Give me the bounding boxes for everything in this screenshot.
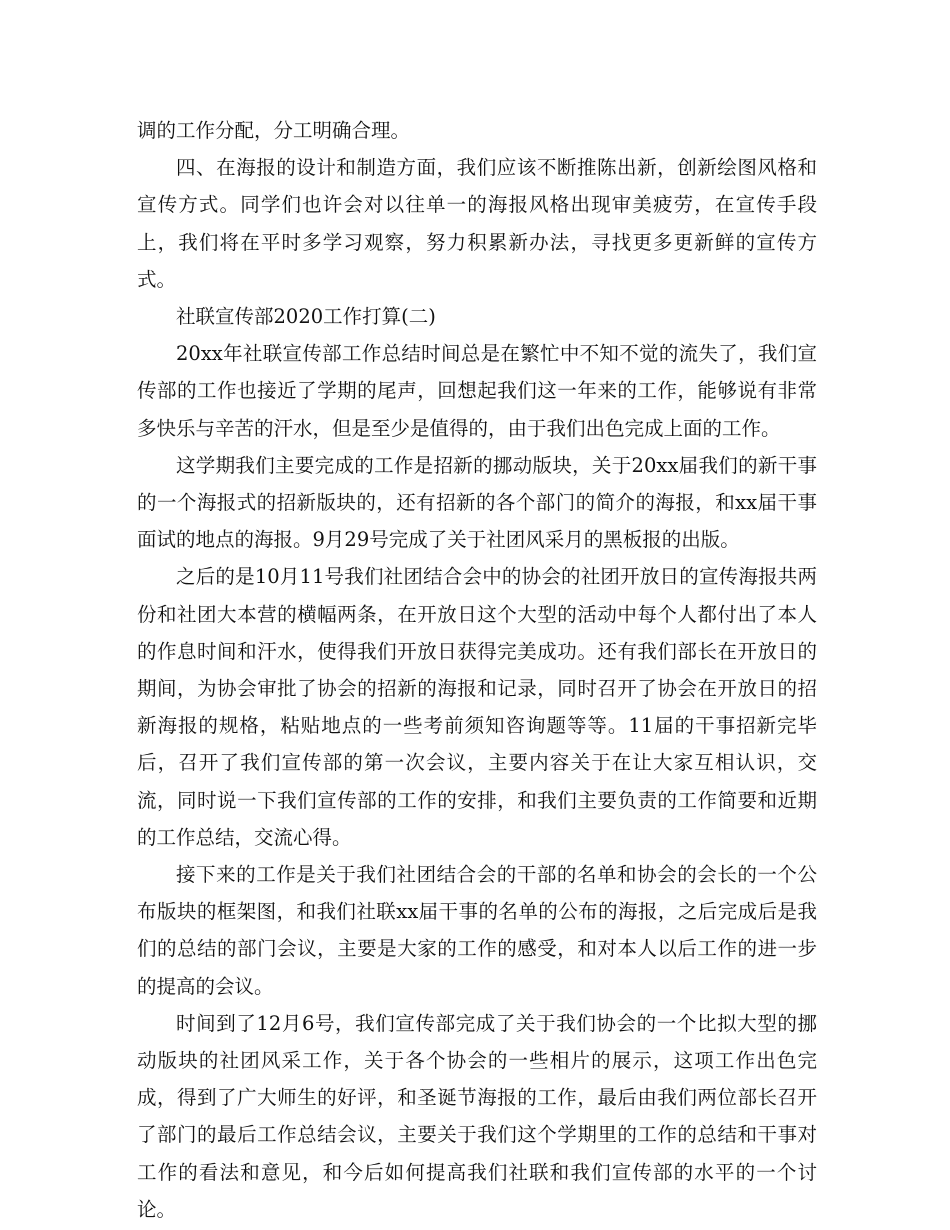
paragraph-summary-intro: 20xx年社联宣传部工作总结时间总是在繁忙中不知不觉的流失了，我们宣传部的工作也接近了学期的尾声，回想起我们这一年来的工作，能够说有非常多快乐与辛苦的汗水，但是至少是值得的，由于我们出色完成上面的工作。 (137, 342, 817, 440)
paragraph-open-day: 之后的是10月11号我们社团结合会中的协会的社团开放日的宣传海报共两份和社团大本营的横幅两条，在开放日这个大型的活动中每个人都付出了本人的作息时间和汗水，使得我们开放日获得完美成功。还有我们部长在开放日的期间，为协会审批了协会的招新的海报和记录，同时召开了协会在开放日的招新海报的规格，粘贴地点的一些考前须知咨询题等等。11届的干事招新完毕后，召开了我们宣传部的第一次会议，主要内容关于在让大家互相认识，交流，同时说一下我们宣传部的工作的安排，和我们主要负责的工作简要和近期的工作总结，交流心得。 (137, 565, 817, 849)
paragraph-december: 时间到了12月6号，我们宣传部完成了关于我们协会的一个比拟大型的挪动版块的社团风采工作，关于各个协会的一些相片的展示，这项工作出色完成，得到了广大师生的好评，和圣诞节海报的工作，最后由我们两位部长召开了部门的最后工作总结会议，主要关于我们这个学期里的工作的总结和干事对工作的看法和意见，和今后如何提高我们社联和我们宣传部的水平的一个讨论。 (137, 1011, 817, 1221)
paragraph-next-work: 接下来的工作是关于我们社团结合会的干部的名单和协会的会长的一个公布版块的框架图，和我们社联xx届干事的名单的公布的海报，之后完成后是我们的总结的部门会议，主要是大家的工作的感受，和对本人以后工作的进一步的提高的会议。 (137, 863, 817, 998)
document-page (137, 112, 817, 1228)
section-heading: 社联宣传部2020工作打算(二) (176, 305, 436, 329)
paragraph-poster-design: 四、在海报的设计和制造方面，我们应该不断推陈出新，创新绘图风格和宣传方式。同学们也许会对以往单一的海报风格出现审美疲劳，在宣传手段上，我们将在平时多学习观察，努力积累新办法，寻找更多更新鲜的宣传方式。 (137, 156, 817, 291)
paragraph-continued: 调的工作分配，分工明确合理。 (137, 119, 411, 142)
paragraph-recruitment: 这学期我们主要完成的工作是招新的挪动版块，关于20xx届我们的新干事的一个海报式的招新版块的，还有招新的各个部门的简介的海报，和xx届干事面试的地点的海报。9月29号完成了关于社团风采月的黑板报的出版。 (137, 453, 817, 552)
